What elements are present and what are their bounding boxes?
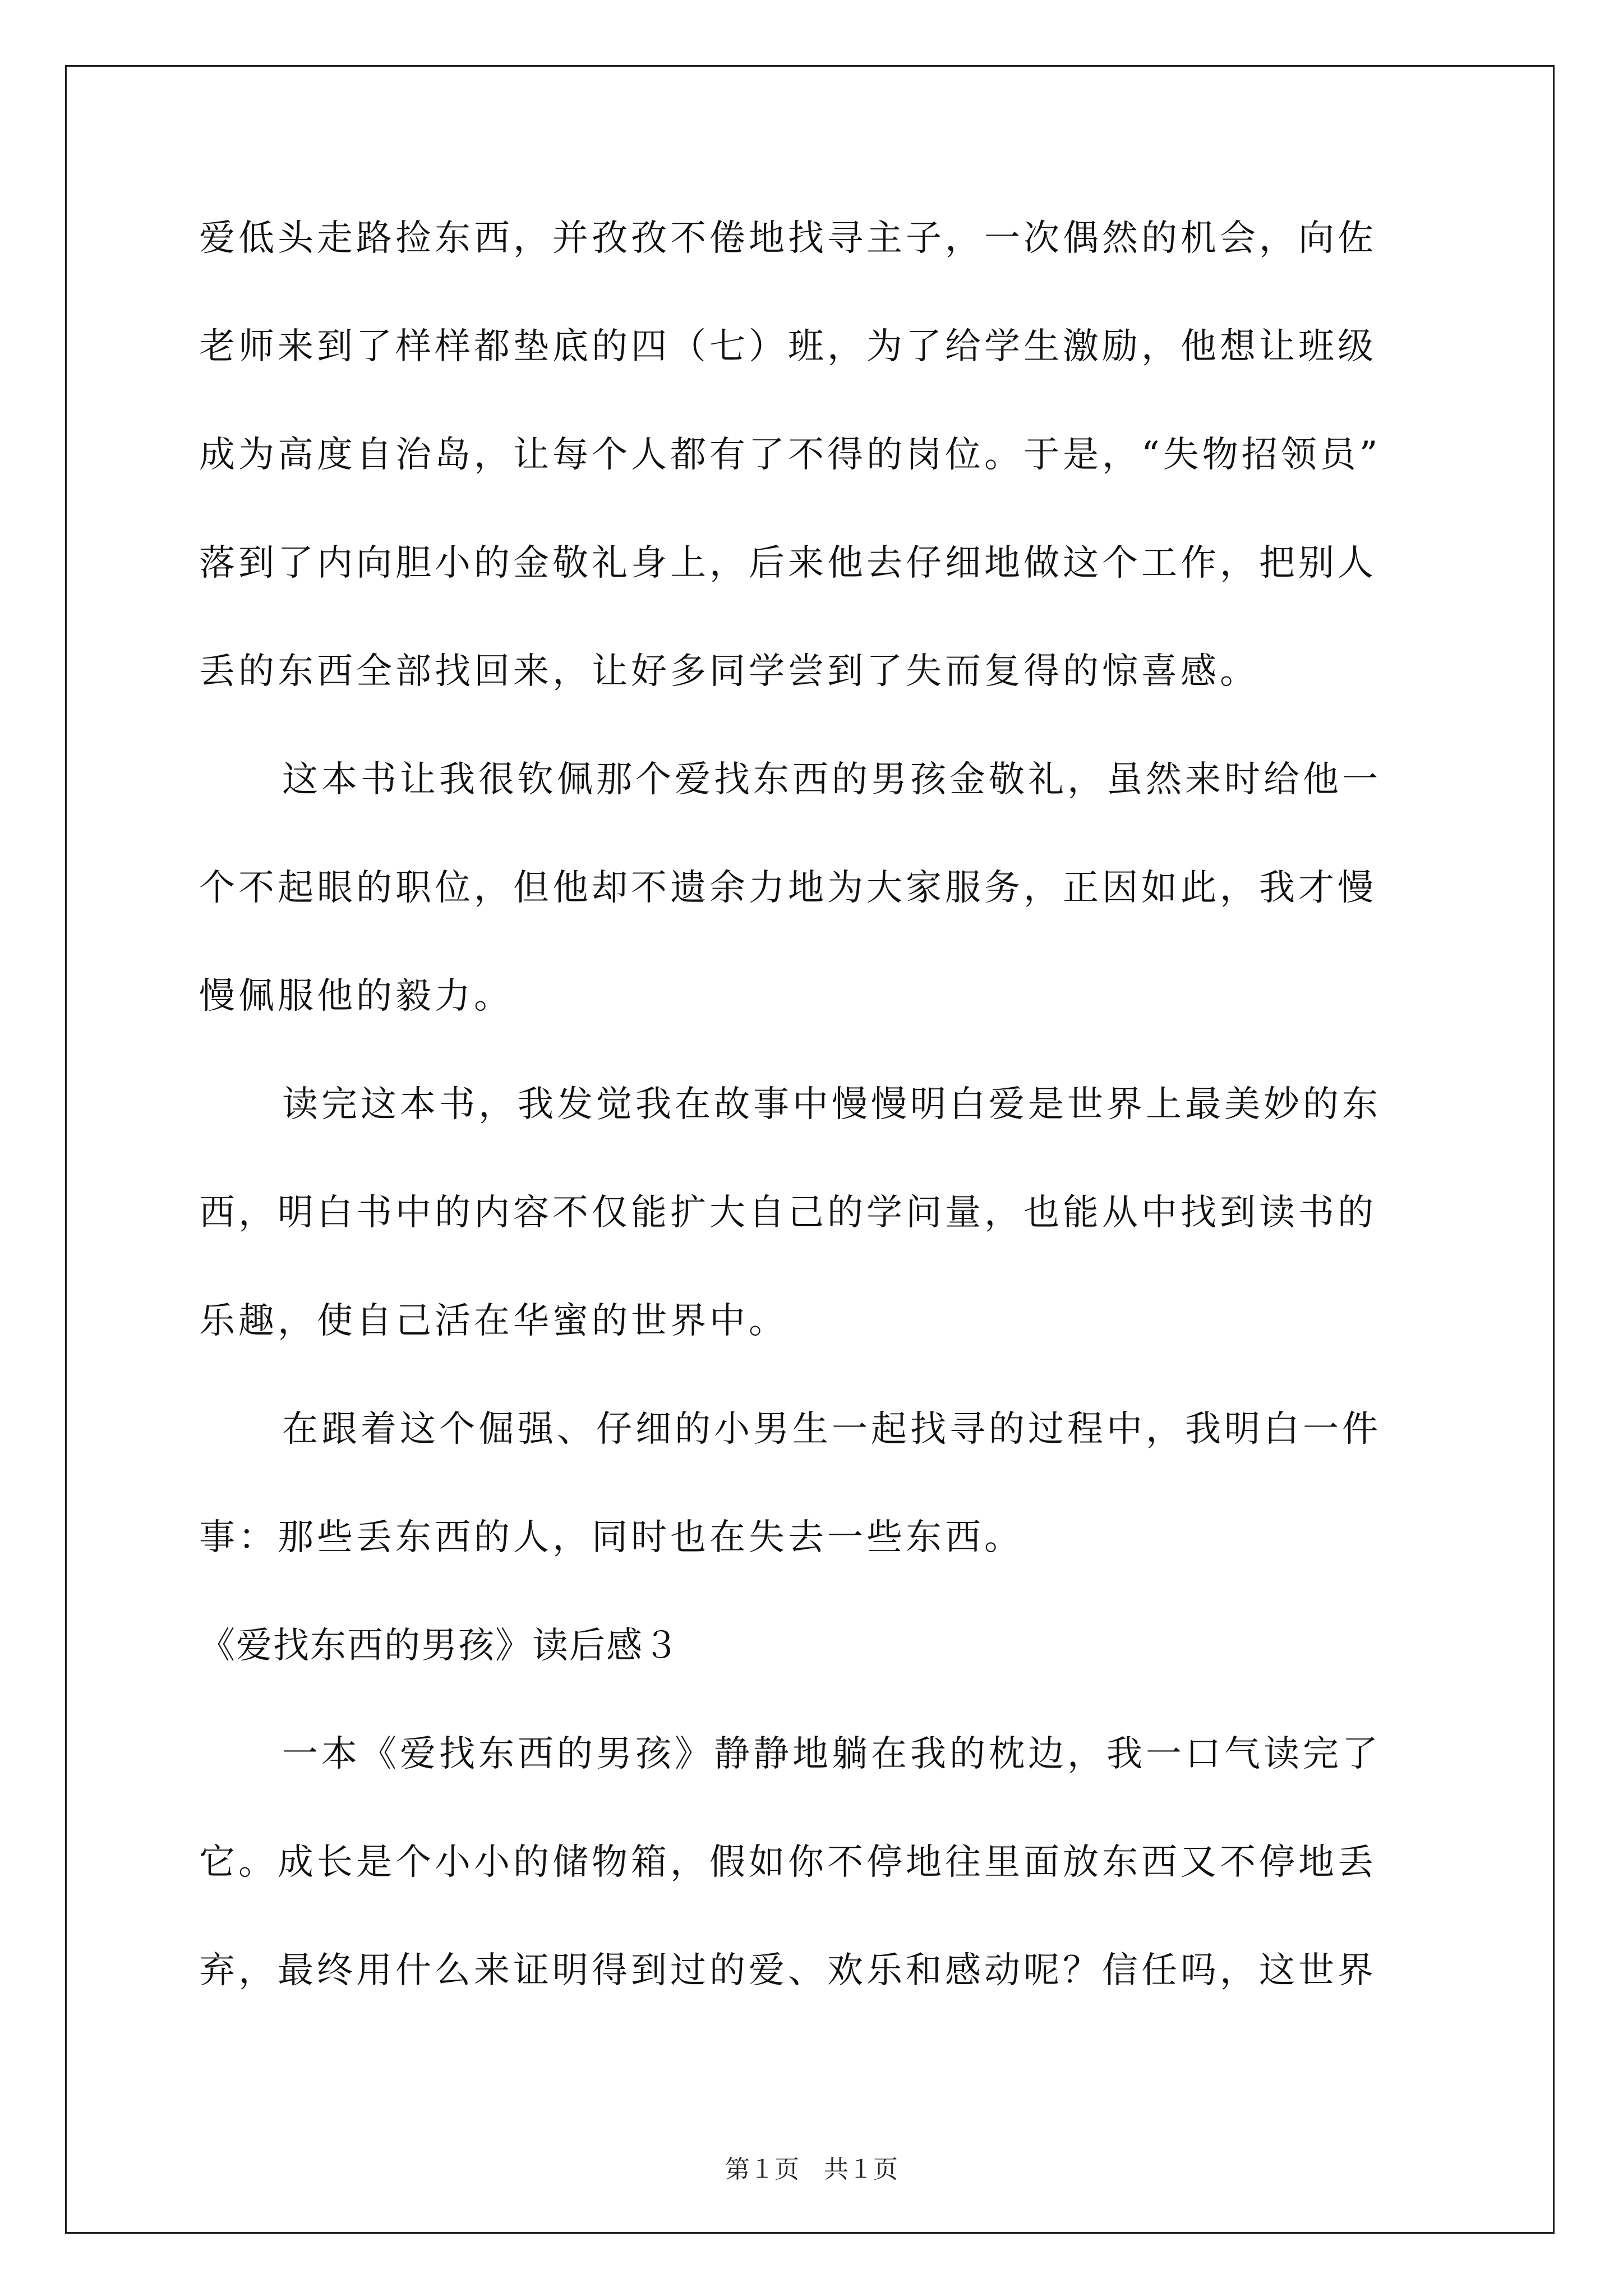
paragraph-line: 这本书让我很钦佩那个爱找东西的男孩金敬礼，虽然来时给他一 <box>282 759 1381 800</box>
paragraph-line: 慢佩服他的毅力。 <box>199 976 513 1017</box>
paragraph-line: 一本《爱找东西的男孩》静静地躺在我的枕边，我一口气读完了 <box>282 1733 1381 1775</box>
paragraph-line: 丢的东西全部找回来，让好多同学尝到了失而复得的惊喜感。 <box>199 651 1259 692</box>
paragraph-line: 在跟着这个倔强、仔细的小男生一起找寻的过程中，我明白一件 <box>282 1409 1381 1450</box>
paragraph-line: 西，明白书中的内容不仅能扩大自己的学问量，也能从中找到读书的 <box>199 1192 1377 1234</box>
paragraph-line: 乐趣，使自己活在华蜜的世界中。 <box>199 1300 788 1342</box>
paragraph-line: 它。成长是个小小的储物箱，假如你不停地往里面放东西又不停地丢 <box>199 1842 1377 1883</box>
page-border <box>65 65 1555 2234</box>
paragraph-line: 个不起眼的职位，但他却不遗余力地为大家服务，正因如此，我才慢 <box>199 867 1377 909</box>
paragraph-line: 弃，最终用什么来证明得到过的爱、欢乐和感动呢？信任吗，这世界 <box>199 1950 1377 1991</box>
paragraph-line: 爱低头走路捡东西，并孜孜不倦地找寻主子，一次偶然的机会，向佐 <box>199 218 1377 259</box>
paragraph-line: 事：那些丢东西的人，同时也在失去一些东西。 <box>199 1517 1023 1558</box>
paragraph-line: 老师来到了样样都垫底的四（七）班，为了给学生激励，他想让班级 <box>199 326 1377 367</box>
paragraph-line: 成为高度自治岛，让每个人都有了不得的岗位。于是，“失物招领员” <box>199 434 1381 476</box>
paragraph-line: 读完这本书，我发觉我在故事中慢慢明白爱是世界上最美妙的东 <box>282 1084 1381 1125</box>
page-footer: 第１页 共１页 <box>725 2155 898 2184</box>
paragraph-line: 落到了内向胆小的金敬礼身上，后来他去仔细地做这个工作，把别人 <box>199 542 1377 584</box>
section-heading: 《爱找东西的男孩》读后感３ <box>199 1625 680 1667</box>
